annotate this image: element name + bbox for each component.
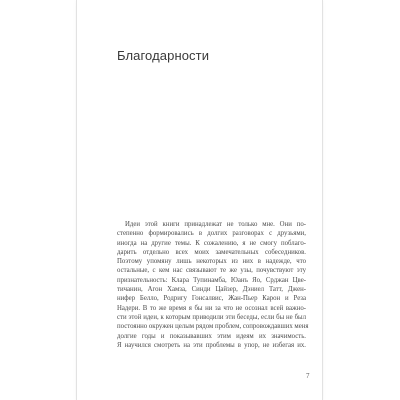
text-line: признательность: Клара Тупинамба, Юанъ Яо, Срджан Цве-	[117, 276, 306, 284]
text-line: Идеи этой книги принадлежат не только мне. Они по-	[125, 221, 306, 228]
text-line: степенно формировались в долгих разговорах с друзьями,	[117, 230, 306, 238]
text-line: постоянно окружен целым рядом проблем, сопровождавших меня	[117, 323, 309, 331]
text-line: дарить отдельно всех моих замечательных собеседников.	[117, 248, 306, 256]
chapter-heading: Благодарности	[117, 48, 210, 63]
text-line: сти этой идеи, к которым приводили эти беседы, если бы не был	[117, 313, 306, 321]
acknowledgements-paragraph	[117, 220, 309, 350]
text-line: долгие годы и показывавших этим идеям их значимость.	[117, 332, 306, 340]
text-line: Надери. В то же время я бы ни за что не осознал всей важно-	[117, 304, 306, 312]
book-page	[77, 0, 322, 400]
page-number: 7	[306, 372, 310, 380]
text-line: тичанин, Агон Хамза, Синди Цайзер, Дэниел Татт, Джен-	[117, 286, 306, 294]
text-line: Поэтому упомяну лишь некоторых из них в надежде, что	[117, 258, 306, 266]
text-line: нифер Белло, Родригу Гонсалвис, Жан-Пьер Карон и Реза	[117, 295, 306, 303]
text-line: Я научился смотреть на эти проблемы в упор, не избегая их.	[117, 341, 306, 349]
text-line: иногда на другие темы. К сожалению, я не смогу поблаго-	[117, 239, 306, 247]
text-line: остальные, с кем нас связывают те же узы, почувствуют эту	[117, 267, 306, 275]
